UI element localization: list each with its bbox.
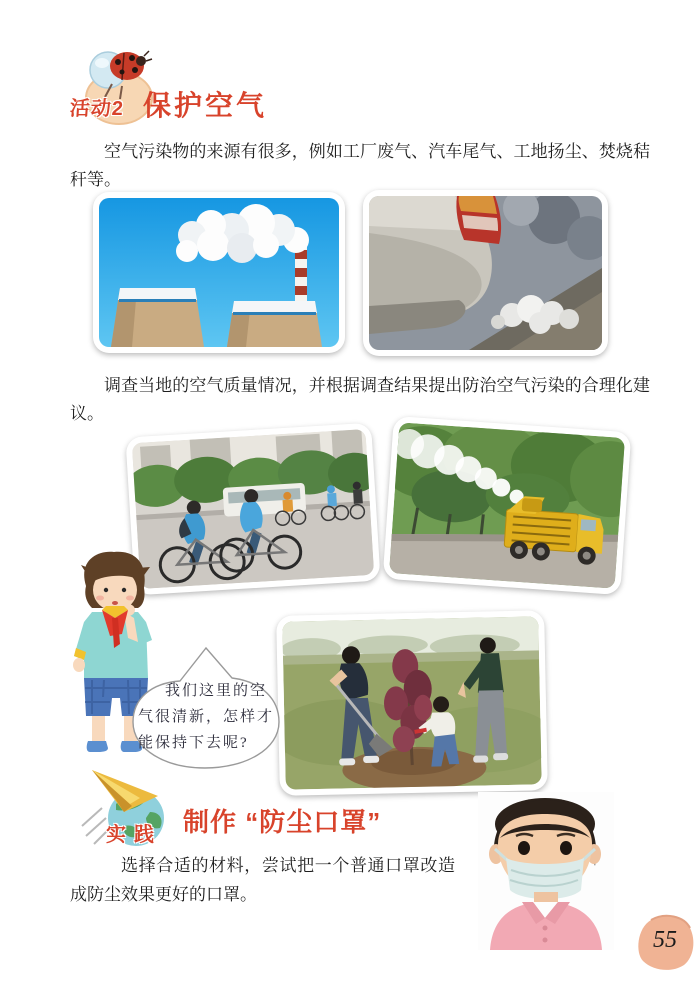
speech-line: 气很清新，怎样才 bbox=[138, 709, 275, 725]
page-number: 55 bbox=[653, 927, 677, 953]
activity-title: 保护空气 bbox=[143, 90, 268, 121]
speech-line: 能保持下去呢? bbox=[138, 735, 249, 751]
factory-smoke-photo bbox=[93, 192, 345, 353]
speech-line: 我们这里的空 bbox=[165, 683, 268, 699]
car-exhaust-photo bbox=[363, 190, 608, 356]
tree-planting-photo bbox=[276, 610, 548, 796]
speech-bubble-text bbox=[138, 678, 276, 756]
activity-badge: 活动2 bbox=[69, 98, 125, 120]
masked-child-photo bbox=[478, 792, 614, 950]
spray-truck-photo bbox=[383, 416, 632, 595]
practice-badge: 实践 bbox=[106, 824, 162, 846]
practice-title: 制作 “防尘口罩” bbox=[183, 807, 382, 837]
intro-paragraph: 空气污染物的来源有很多，例如工厂废气、汽车尾气、工地扬尘、焚烧秸秆等。 bbox=[70, 142, 650, 189]
task-paragraph: 调查当地的空气质量情况，并根据调查结果提出防治空气污染的合理化建议。 bbox=[70, 376, 650, 423]
page-number-blob bbox=[633, 912, 697, 974]
speech-bubble bbox=[128, 644, 283, 772]
practice-paragraph: 选择合适的材料，尝试把一个普通口罩改造成防尘效果更好的口罩。 bbox=[70, 856, 455, 904]
